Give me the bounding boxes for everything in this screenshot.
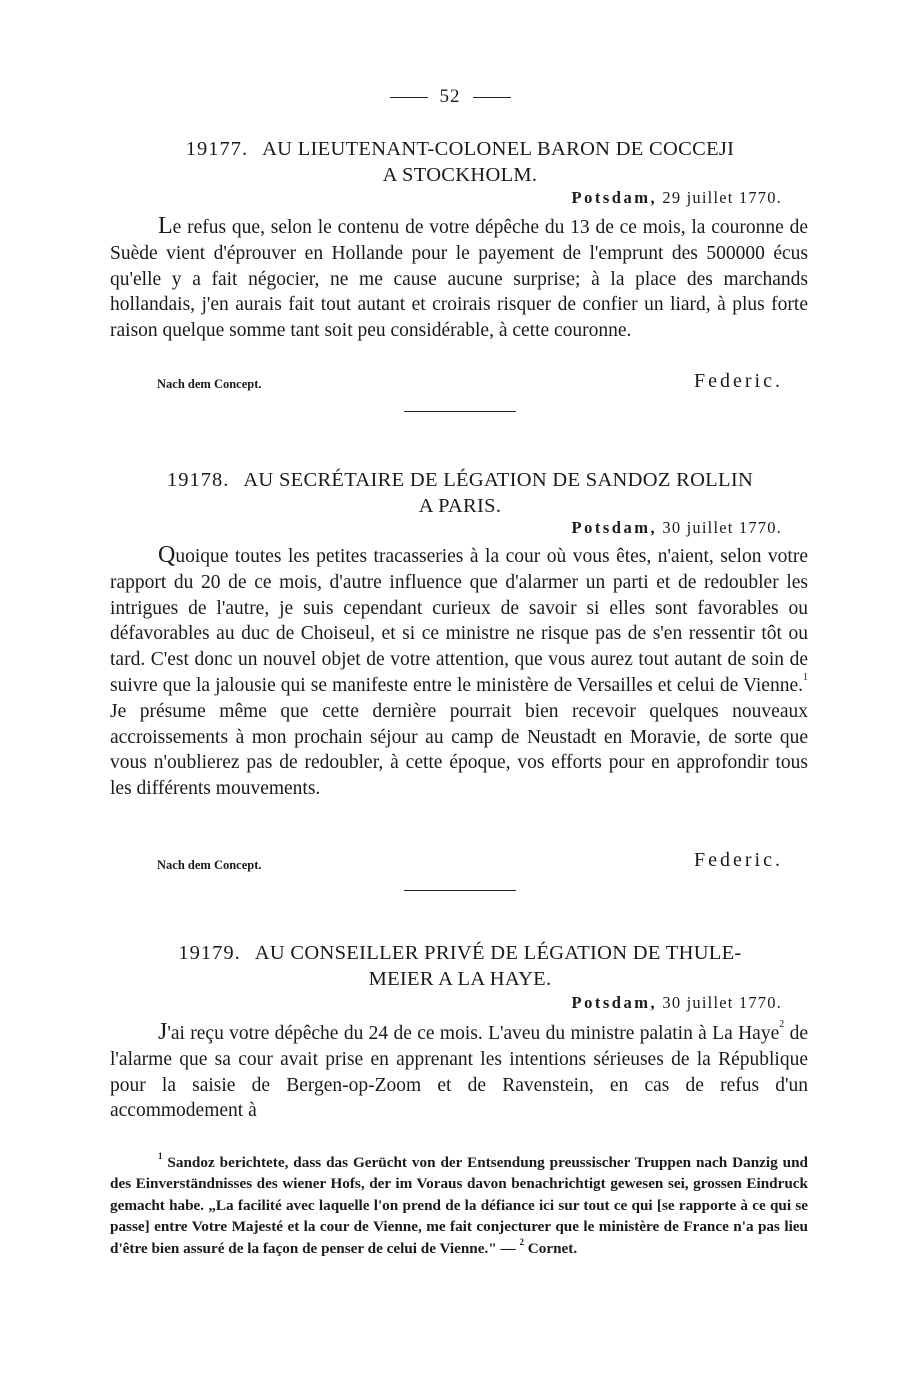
letter-opening-initial: J (158, 1019, 168, 1045)
letter-opening-initial: Q (158, 542, 176, 568)
letter-heading-line2: MEIER A LA HAYE. (368, 968, 552, 990)
page-number-dash-right (473, 97, 511, 98)
letter-signature: Federic. (694, 849, 783, 871)
letter-date: 30 juillet 1770. (662, 993, 782, 1012)
page-number-dash-left (390, 97, 428, 98)
section-divider (404, 890, 516, 891)
letter-source-note: Nach dem Concept. (157, 377, 262, 391)
footnote-mark: 1 (158, 1151, 163, 1161)
letter-body-text: Je présume même que cette dernière pourrait bien recevoir quelques nouveaux accroissements à mon prochain séjour au camp de Neustadt en Moravie, de sorte que vous n'oublierez pas de redoubler, à cette époque, vos efforts pour en approfondir tous les différents mouvements. (110, 700, 808, 800)
letter-place: Potsdam, (571, 993, 658, 1012)
letter-heading-line1 (110, 940, 810, 966)
letter-body-text: uoique toutes les petites tracasseries à la cour où vous êtes, n'aient, selon votre rapport du 20 de ce mois, d'autre influence que d'alarmer un parti et de redoubler les intrigues de l'autre, je suis cependant curieux de savoir si elles sont favorables ou défavorables au duc de Choiseul, et si ce ministre ne risque pas de s'en ressentir tôt ou tard. C'est donc un nouvel objet de votre attention, que vous aurez tout autant de soin de suivre que la jalousie qui se manifeste entre le ministère de Versailles et celui de Vienne. (110, 546, 808, 696)
letter-heading-19177 (110, 136, 810, 188)
letter-address: AU SECRÉTAIRE DE LÉGATION DE SANDOZ ROLLIN (243, 469, 754, 491)
letter-address: AU LIEUTENANT-COLONEL BARON DE COCCEJI (262, 138, 735, 160)
letter-dateline (572, 993, 782, 1013)
letter-heading-line2: A STOCKHOLM. (382, 164, 538, 186)
section-divider (404, 411, 516, 412)
letter-body (110, 214, 808, 344)
letter-number: 19178. (166, 469, 230, 491)
footnote-reference: 2 (779, 1019, 785, 1030)
letter-number: 19177. (185, 138, 249, 160)
footnote-mark: 2 (519, 1236, 524, 1247)
footnote-1 (110, 1152, 808, 1259)
letter-dateline (572, 518, 782, 538)
footnote-reference: 1 (803, 671, 808, 683)
letter-body-text: e refus que, selon le contenu de votre dépêche du 13 de ce mois, la couronne de Suède vient d'éprouver en Hollande pour le payement de l'emprunt des 500000 écus qu'elle y a fait négocier, ne me cause aucune surprise; à la place des marchands hollandais, j'en aurais fait tout autant et croirais risquer de confier un liard, à plus forte raison quelque somme tant soit peu considérable, à cette couronne. (110, 217, 808, 342)
letter-body (110, 1020, 808, 1124)
footnotes (110, 1152, 808, 1259)
letter-date: 30 juillet 1770. (662, 518, 782, 537)
letter-date: 29 juillet 1770. (662, 188, 782, 207)
letter-heading-19178 (110, 467, 810, 519)
letter-heading-line1 (110, 136, 810, 162)
letter-heading-19179 (110, 940, 810, 992)
page-number-text: 52 (439, 86, 461, 107)
letter-body-text: 'ai reçu votre dépêche du 24 de ce mois. L'aveu du ministre palatin à La Haye (167, 1023, 780, 1044)
letter-place: Potsdam, (571, 518, 658, 537)
footnote-text: Sandoz berichtete, dass das Gerücht von der Entsendung preussischer Truppen nach Danzig und des Einverständnisses des wiener Hofs, der im Voraus davon benachrichtigt gewesen sei, grossen Eindruck gemacht habe. „La facilité avec laquelle l'on prend de la défiance ici sur tout ce qui [se rapporte à ce qui se passe] entre Votre Majesté et la cour de Vienne, me fait conjecturer que le ministère de France n'a pas lieu d'être bien assuré de la façon de penser de celui de Vienne." — (110, 1154, 808, 1257)
letter-opening-initial: L (158, 213, 173, 239)
letter-body-text: de l'alarme que sa cour avait prise en apprenant les intentions sérieuses de la République pour la saisie de Bergen-op-Zoom et de Ravenstein, en cas de refus d'un accommodement à (110, 1023, 808, 1122)
page-number (0, 86, 900, 108)
letter-heading-line1 (110, 467, 810, 493)
letter-address: AU CONSEILLER PRIVÉ DE LÉGATION DE THULE- (254, 942, 742, 964)
letter-dateline (572, 188, 782, 208)
letter-number: 19179. (178, 942, 241, 964)
letter-signature: Federic. (694, 370, 783, 392)
letter-place: Potsdam, (571, 188, 658, 207)
letter-body (110, 543, 808, 802)
footnote-text: Cornet. (523, 1239, 578, 1257)
letter-source-note: Nach dem Concept. (157, 858, 262, 872)
letter-heading-line2: A PARIS. (418, 495, 502, 517)
